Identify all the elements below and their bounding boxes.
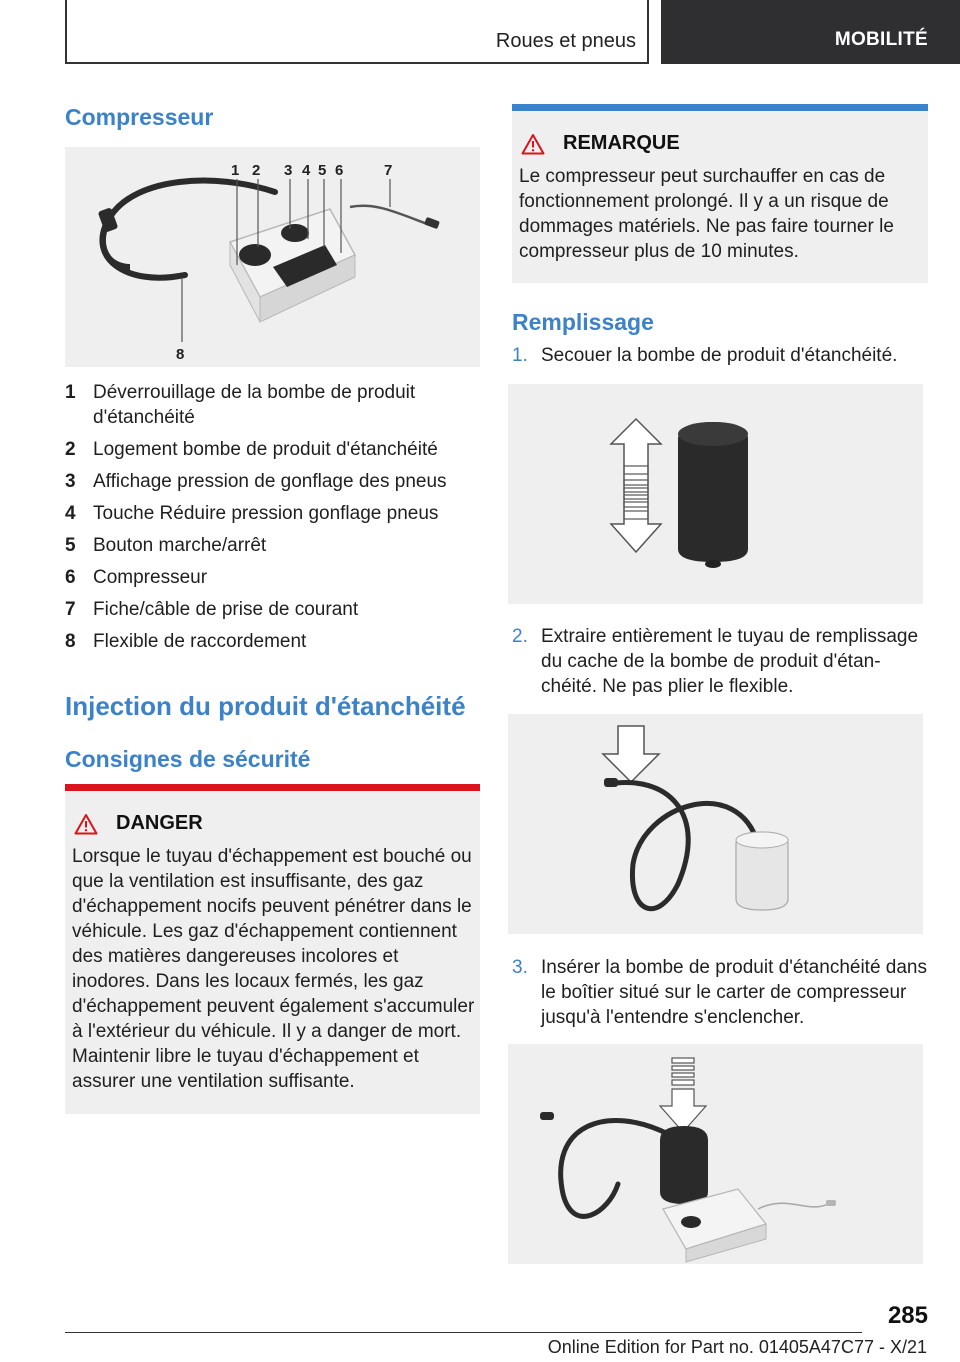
legend-text: Logement bombe de produit d'étanchéité <box>93 439 438 460</box>
callout-1: 1 <box>231 162 240 179</box>
footer-edition: Online Edition for Part no. 01405A47C77 - X/21 <box>547 1337 927 1357</box>
header-section-title: Roues et pneus <box>495 30 636 52</box>
compressor-illustration <box>65 147 480 367</box>
legend-text: Bouton marche/arrêt <box>93 535 267 556</box>
legend-number: 7 <box>65 599 76 620</box>
legend-number: 1 <box>65 382 76 403</box>
remarque-text: Le compresseur peut surchauffer en cas de fonctionnement prolongé. Il y a un risque de dommages matériels. Ne pas faire tourner le compresseur plus de 10 minutes. <box>519 166 894 262</box>
legend-text: Fiche/câble de prise de courant <box>93 599 359 620</box>
legend-item <box>65 629 480 654</box>
legend-text: Flexible de raccordement <box>93 631 307 652</box>
remarque-title: REMARQUE <box>563 132 680 154</box>
heading-consignes: Consignes de sécurité <box>65 746 311 772</box>
legend-text: Déverrouillage de la bombe de produit d'étanchéité <box>93 382 416 428</box>
footer-divider <box>65 1332 862 1333</box>
remarque-notice <box>512 104 928 283</box>
callout-8: 8 <box>176 346 185 363</box>
remarque-bar <box>512 104 928 111</box>
remarque-header <box>521 132 680 155</box>
step-text: Secouer la bombe de produit d'étanchéité. <box>541 345 898 366</box>
shake-bottle-illustration <box>508 384 923 604</box>
warning-triangle-icon <box>74 813 98 835</box>
step-item <box>512 343 928 368</box>
danger-title: DANGER <box>116 812 203 834</box>
figure-extract-hose <box>508 714 923 934</box>
legend-number: 8 <box>65 631 76 652</box>
header-chapter-tab <box>661 0 960 64</box>
step-item <box>512 955 928 1030</box>
legend-item <box>65 437 480 462</box>
legend-text: Affichage pression de gonflage des pneus <box>93 471 447 492</box>
legend-item <box>65 380 480 430</box>
heading-compresseur: Compresseur <box>65 104 214 130</box>
callout-6: 6 <box>335 162 344 179</box>
danger-header <box>74 812 203 835</box>
legend-item <box>65 565 480 590</box>
insert-bottle-illustration <box>508 1044 923 1264</box>
callout-7: 7 <box>384 162 393 179</box>
legend-number: 6 <box>65 567 76 588</box>
legend-number: 5 <box>65 535 76 556</box>
figure-compressor-kit <box>65 147 480 367</box>
danger-text: Lorsque le tuyau d'échappement est bouché ou que la ventilation est insuffisante, des gaz d'échappement nocifs peuvent pénétrer dans le véhicule. Les gaz d'échappement contiennent des matières dangereuses incolores et inodores. Dans les locaux fermés, les gaz d'échappement peuvent également s'accumuler à l'extérieur du véhicule. Il y a danger de mort. Maintenir libre le tuyau d'échappement et assurer une ventilation suffisante. <box>72 846 475 1092</box>
warning-triangle-icon <box>521 133 545 155</box>
legend-item <box>65 533 480 558</box>
legend-number: 2 <box>65 439 76 460</box>
step-number: 2. <box>512 626 528 647</box>
callout-5: 5 <box>318 162 327 179</box>
header-chapter-title: MOBILITÉ <box>834 29 928 50</box>
danger-notice <box>65 784 480 1114</box>
step-number: 3. <box>512 957 528 978</box>
callout-3: 3 <box>284 162 293 179</box>
step-text: Extraire entièrement le tuyau de remplissage du cache de la bombe de produit d'étanchéité. Ne pas plier le flexible. <box>541 626 919 697</box>
step-number: 1. <box>512 345 528 366</box>
legend-item <box>65 501 480 526</box>
legend-number: 3 <box>65 471 76 492</box>
heading-injection: Injection du produit d'étanchéité <box>65 691 466 721</box>
danger-bar <box>65 784 480 791</box>
callout-2: 2 <box>252 162 261 179</box>
step-item <box>512 624 928 699</box>
heading-remplissage: Remplissage <box>512 309 654 335</box>
page-number: 285 <box>887 1302 928 1329</box>
step-text: Insérer la bombe de produit d'étanchéité dans le boîtier situé sur le carter de compresseur jusqu'à l'entendre s'enclencher. <box>541 957 927 1028</box>
figure-shake-bottle <box>508 384 923 604</box>
legend-text: Compresseur <box>93 567 208 588</box>
legend-item <box>65 469 480 494</box>
callout-4: 4 <box>302 162 311 179</box>
legend-text: Touche Réduire pression gonflage pneus <box>93 503 439 524</box>
legend-item <box>65 597 480 622</box>
legend-number: 4 <box>65 503 76 524</box>
figure-legend <box>65 380 480 661</box>
figure-insert-bottle <box>508 1044 923 1264</box>
extract-hose-illustration <box>508 714 923 934</box>
